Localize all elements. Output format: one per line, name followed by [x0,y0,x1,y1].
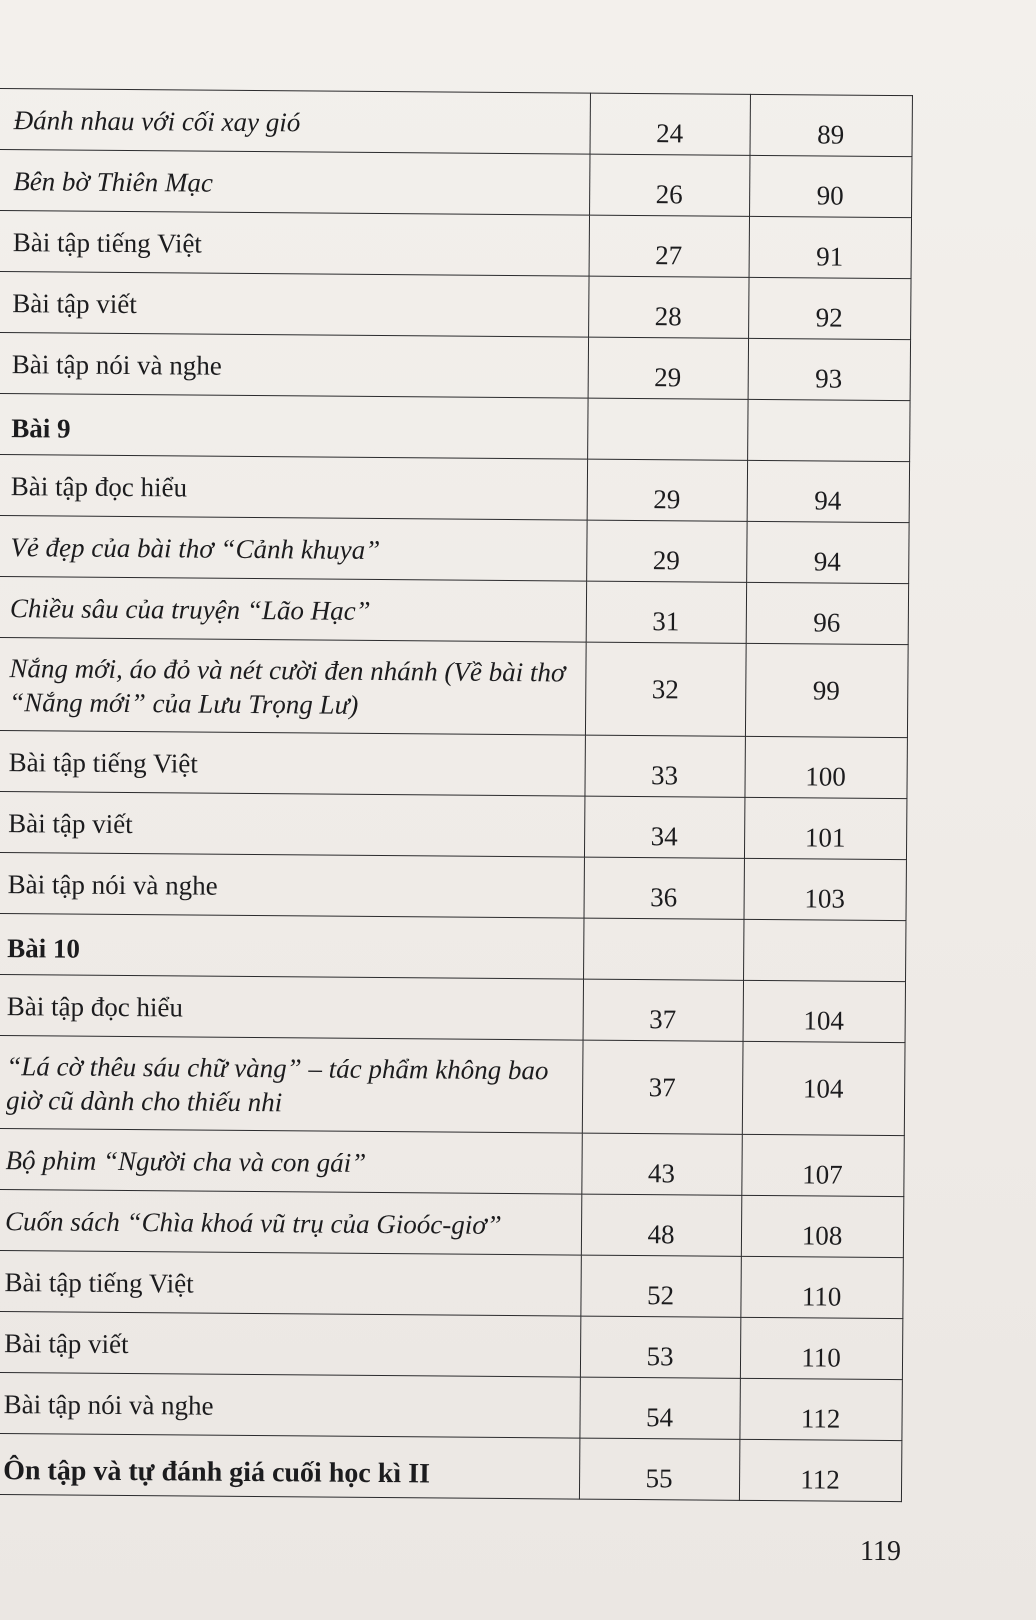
section-row [0,913,905,981]
table-row [0,852,906,920]
table-row [0,730,907,798]
entry-title-cell [0,210,589,276]
page-ref-a: 43 [581,1133,741,1195]
entry-title-cell [0,637,586,735]
page-ref-b: 104 [743,980,905,1042]
page-ref-a: 53 [580,1316,740,1378]
page-ref-b [743,919,905,981]
entry-title-cell [0,576,586,642]
entry-title: Chiều sâu của truyện “Lão Hạc” [9,593,371,626]
entry-title: Bài tập đọc hiểu [10,471,188,503]
entry-title-cell [0,913,583,979]
page-ref-a: 28 [588,276,748,338]
page-ref-a [587,398,747,460]
page-ref-b: 94 [747,460,909,522]
page-ref-b [747,399,909,461]
entry-title-cell [0,1311,580,1377]
entry-title: Ôn tập và tự đánh giá cuối học kì II [3,1455,431,1490]
entry-title: Bài tập nói và nghe [11,349,222,381]
toc-body [0,88,912,1501]
page-ref-b: 107 [741,1134,903,1196]
table-of-contents [0,88,912,1502]
page-ref-b: 93 [748,338,910,400]
entry-title: Bài tập nói và nghe [7,869,218,901]
table-row [0,637,908,737]
entry-title: Bài tập viết [12,288,137,320]
table-row [0,210,911,278]
entry-title-cell [0,515,587,581]
page-ref-a: 29 [588,337,748,399]
entry-title-cell [0,730,585,796]
page-ref-b: 90 [749,155,911,217]
entry-title-cell [0,393,588,459]
entry-title-cell [0,1433,579,1499]
entry-title-cell [0,1189,581,1255]
section-row [0,393,910,461]
entry-title-cell [0,88,590,154]
entry-title: Bộ phim “Người cha và con gái” [5,1145,367,1178]
entry-title-cell [0,1128,582,1194]
page-ref-a: 55 [579,1438,739,1500]
page-ref-b: 108 [741,1195,903,1257]
page-ref-a: 24 [589,93,749,155]
table-row [0,515,909,583]
entry-title-cell [0,974,583,1040]
page-ref-b: 89 [749,94,911,156]
table-row [0,454,909,522]
page-ref-a: 32 [585,642,746,736]
page-ref-b: 92 [748,277,910,339]
page-ref-a: 52 [580,1255,740,1317]
page-ref-b: 112 [739,1378,901,1440]
page-ref-a: 31 [586,581,746,643]
page-ref-a: 36 [583,857,743,919]
page-ref-a: 54 [579,1377,739,1439]
table-row [0,271,911,339]
entry-title-cell [0,271,589,337]
entry-title: Bài 10 [7,933,81,964]
page-ref-a [583,918,743,980]
page-ref-b: 91 [749,216,911,278]
table-row [0,1433,901,1501]
entry-title-cell [0,454,587,520]
entry-title: Cuốn sách “Chìa khoá vũ trụ của Gioóc-giơ” [4,1206,502,1240]
entry-title-cell [0,791,584,857]
entry-title-cell [0,1035,583,1133]
entry-title: Bài tập viết [4,1328,129,1360]
page-ref-a: 37 [583,979,743,1041]
page-ref-b: 101 [744,797,906,859]
table-row [0,974,905,1042]
page-ref-a: 29 [586,520,746,582]
table-row [0,149,911,217]
entry-title-cell [0,1372,580,1438]
entry-title: Bài tập nói và nghe [3,1389,214,1421]
page-ref-b: 112 [739,1439,901,1501]
entry-title: Bài tập viết [8,808,133,840]
page-ref-a: 37 [582,1040,743,1134]
table-row [0,1035,905,1135]
entry-title-cell [0,852,584,918]
page-ref-b: 104 [742,1041,905,1135]
page-number: 119 [860,1536,901,1567]
table-row [0,1311,902,1379]
table-row [0,791,906,859]
entry-title: Bài tập tiếng Việt [4,1267,194,1299]
page-ref-a: 27 [589,215,749,277]
entry-title-cell [0,332,588,398]
table-row [0,1128,904,1196]
page-ref-b: 110 [740,1256,902,1318]
entry-title: Bài 9 [11,413,71,444]
page-ref-b: 100 [744,736,906,798]
page-ref-b: 96 [746,582,908,644]
page-ref-a: 26 [589,154,749,216]
page-ref-a: 48 [581,1194,741,1256]
table-row [0,1250,903,1318]
page-ref-a: 33 [584,735,744,797]
table-row [0,332,910,400]
entry-title: Vẻ đẹp của bài thơ “Cảnh khuya” [10,532,381,566]
page-ref-a: 34 [584,796,744,858]
entry-title: Bài tập tiếng Việt [12,227,202,259]
entry-title: Bên bờ Thiên Mạc [13,166,214,198]
entry-title: “Lá cờ thêu sáu chữ vàng” – tác phẩm không bao giờ cũ dành cho thiếu nhi [5,1051,549,1118]
page-ref-b: 103 [743,858,905,920]
table-row [0,1189,903,1257]
table-row [0,576,908,644]
page-ref-b: 99 [745,643,908,737]
page-ref-b: 110 [740,1317,902,1379]
entry-title: Bài tập tiếng Việt [8,747,198,779]
table-row [0,88,912,156]
entry-title: Đánh nhau với cối xay gió [13,105,301,138]
entry-title-cell [0,1250,581,1316]
entry-title-cell [0,149,589,215]
table-row [0,1372,902,1440]
entry-title: Bài tập đọc hiểu [6,991,184,1023]
page-ref-b: 94 [746,521,908,583]
entry-title: Nắng mới, áo đỏ và nét cười đen nhánh (Về bài thơ “Nắng mới” của Lưu Trọng Lư) [9,653,566,720]
page-ref-a: 29 [587,459,747,521]
